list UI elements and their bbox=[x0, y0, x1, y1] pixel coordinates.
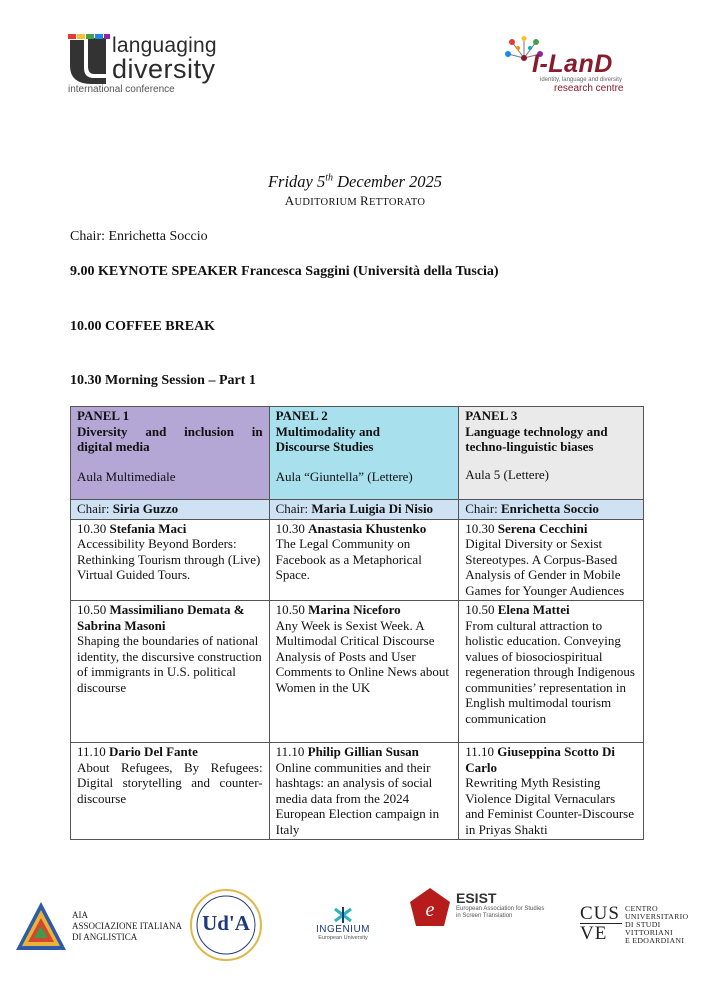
table-row bbox=[71, 743, 644, 840]
panel-1-header: PANEL 1 Diversity and inclusion in digital media Aula Multimediale bbox=[71, 407, 270, 500]
esist-icon bbox=[408, 886, 452, 930]
aia-triangle-icon bbox=[14, 900, 68, 954]
i-land-logo bbox=[504, 36, 654, 96]
ingenium-logo: INGENIUM European University bbox=[300, 906, 386, 946]
talk-cell: 10.30 Serena Cecchini Digital Diversity or Sexist Stereotypes. A Corpus-Based Analysis of Gender in Mobile Games for Younger Audiences bbox=[459, 519, 644, 601]
panel-3-room: Aula 5 (Lettere) bbox=[465, 466, 549, 482]
panels-table bbox=[70, 406, 644, 840]
talk-cell: 11.10 Giuseppina Scotto Di Carlo Rewriting Myth Resisting Violence Digital Vernaculars and Feminist Counter-Discourse in Priyas Shakti bbox=[459, 743, 644, 840]
talk-cell: 11.10 Philip Gillian Susan Online communities and their hashtags: an analysis of social media data from the 2024 European Election campaign in Italy bbox=[269, 743, 459, 840]
panel-1-title-l2: digital media bbox=[77, 439, 150, 454]
logo-text-conference: international conference bbox=[68, 84, 175, 95]
panel-3-title: Language technology and techno-linguistic biases bbox=[465, 423, 608, 454]
logo-text-research-centre: research centre bbox=[554, 83, 624, 94]
table-row bbox=[71, 519, 644, 601]
svg-text:e: e bbox=[425, 899, 435, 921]
talk-cell: 11.10 Dario Del Fante About Refugees, By Refugees: Digital storytelling and counter-discourse bbox=[71, 743, 270, 840]
talk-cell: 10.50 Elena Mattei From cultural attraction to holistic education. Conveying values of biosociospiritual regeneration through Indigenous communities’ representation in English multimodal tourism communication bbox=[459, 601, 644, 743]
talk-cell: 10.50 Marina Niceforo Any Week is Sexist Week. A Multimodal Critical Discourse Analysis of Posts and User Comments to Online News about Women in the UK bbox=[269, 601, 459, 743]
talk-cell: 10.30 Stefania Maci Accessibility Beyond Borders: Rethinking Tourism through (Live) Virtual Guided Tours. bbox=[71, 519, 270, 601]
panel-3-header: PANEL 3 Language technology and techno-linguistic biases Aula 5 (Lettere) bbox=[459, 407, 644, 500]
cusve-monogram: CUS VE bbox=[580, 904, 622, 943]
panel-2-header: PANEL 2 Multimodality and Discourse Studies Aula “Giuntella” (Lettere) bbox=[269, 407, 459, 500]
date-heading: Friday 5th December 2025 bbox=[267, 172, 443, 191]
panel-2-chair: Chair: Maria Luigia Di Nisio bbox=[269, 500, 459, 520]
keynote-line: 9.00 KEYNOTE SPEAKER Francesca Saggini (Università della Tuscia) bbox=[70, 264, 499, 279]
esist-logo: e ESIST European Association for Studies in Screen Translation bbox=[408, 886, 538, 930]
panel-1-chair: Chair: Siria Guzzo bbox=[71, 500, 270, 520]
cusve-text: CENTRO UNIVERSITARIO DI STUDI VITTORIANI E EDOARDIANI bbox=[625, 904, 689, 945]
logo-text-diversity: diversity bbox=[112, 54, 216, 84]
ingenium-icon bbox=[300, 906, 386, 924]
venue-heading: AUDITORIUM RETTORATO bbox=[284, 193, 426, 208]
uda-logo: Ud'A bbox=[190, 887, 262, 963]
panel-chair-row bbox=[71, 500, 644, 520]
logo-text-i-land: I-LanD bbox=[532, 50, 613, 78]
panel-1-room: Aula Multimediale bbox=[77, 468, 176, 484]
panel-header-row bbox=[71, 407, 644, 500]
panel-3-chair: Chair: Enrichetta Soccio bbox=[459, 500, 644, 520]
panel-1-title-l1: Diversity and inclusion in bbox=[77, 423, 263, 439]
logo-text-identity: identity, language and diversity bbox=[540, 77, 622, 83]
cusve-logo bbox=[580, 904, 700, 948]
languaging-diversity-logo bbox=[66, 28, 236, 94]
session-chair: Chair: Enrichetta Soccio bbox=[70, 229, 208, 244]
talk-cell: 10.30 Anastasia Khustenko The Legal Community on Facebook as a Metaphorical Space. bbox=[269, 519, 459, 601]
session-heading: 10.30 Morning Session – Part 1 bbox=[70, 373, 256, 388]
aia-text: AIA ASSOCIAZIONE ITALIANA DI ANGLISTICA bbox=[72, 910, 183, 942]
aia-logo bbox=[14, 898, 184, 958]
logo-text-languaging: languaging bbox=[112, 34, 217, 57]
languaging-diversity-icon bbox=[66, 34, 112, 86]
coffee-break-line: 10.00 COFFEE BREAK bbox=[70, 319, 216, 334]
table-row bbox=[71, 601, 644, 743]
talk-cell: 10.50 Massimiliano Demata & Sabrina Masoni Shaping the boundaries of national identity, the discursive construction of immigrants in U.S. political discourse bbox=[71, 601, 270, 743]
panel-2-room: Aula “Giuntella” (Lettere) bbox=[275, 468, 413, 484]
